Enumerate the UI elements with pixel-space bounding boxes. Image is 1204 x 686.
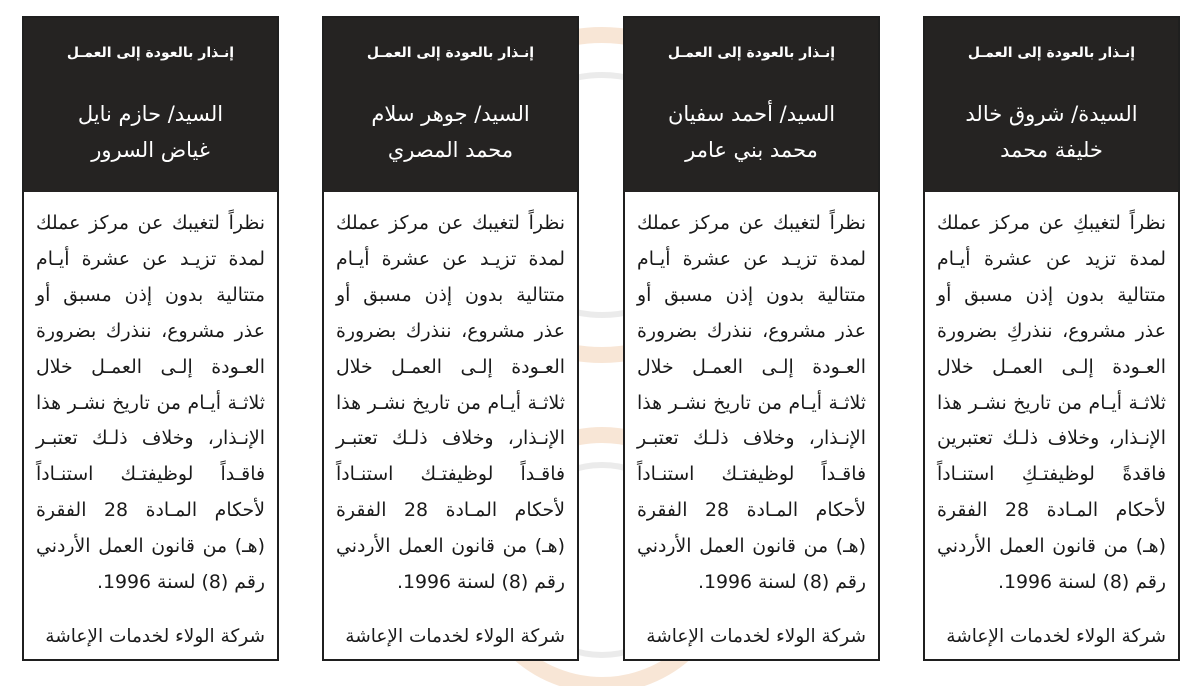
company-name: شركة الولاء لخدمات الإعاشة (646, 626, 866, 647)
notice-card-1 (923, 16, 1180, 661)
notice-title: إنـذار بالعودة إلى العمـل (66, 45, 235, 61)
person-name (24, 96, 277, 168)
person-name-line-2: غياض السرور (91, 138, 210, 162)
person-name (324, 96, 577, 168)
notice-header (625, 18, 878, 192)
notice-body: نظراً لتغيبك عن مركز عملك لمدة تزيـد عن عشرة أيـام متتالية بدون إذن مسبق أو عذر مشروع، ننذرك بضرورة العـودة إلـى العمـل خلال ثلاثـة أيـام من تاريخ نشـر هذا الإنـذار، وخلاف ذلـك تعتبـر فاقـداً لوظيفتـك استنـاداً لأحكام المـادة 28 الفقرة (هـ) من قانون العمل الأردني رقم (8) لسنة 1996. (637, 212, 866, 594)
notice-title: إنـذار بالعودة إلى العمـل (967, 45, 1136, 61)
person-name-line-2: محمد المصري (387, 138, 514, 162)
person-name-line-1: السيد/ حازم نايل (77, 102, 224, 126)
notice-header (324, 18, 577, 192)
company-name: شركة الولاء لخدمات الإعاشة (946, 626, 1166, 647)
company-name: شركة الولاء لخدمات الإعاشة (345, 626, 565, 647)
person-name-line-2: محمد بني عامر (685, 138, 818, 162)
notice-body: نظراً لتغيبكِ عن مركز عملك لمدة تزيد عن عشرة أيـام متتالية بدون إذن مسبق أو عذر مشروع، ننذركِ بضرورة العـودة إلـى العمـل خلال ثلاثـة أيـام من تاريخ نشـر هذا الإنـذار، وخلاف ذلـك تعتبرين فاقدةً لوظيفتـكِ استنـاداً لأحكام المـادة 28 الفقرة (هـ) من قانون العمل الأردني رقم (8) لسنة 1996. (937, 212, 1166, 594)
notice-card-2 (623, 16, 880, 661)
notice-title: إنـذار بالعودة إلى العمـل (667, 45, 836, 61)
person-name (625, 96, 878, 168)
notice-body: نظراً لتغيبك عن مركز عملك لمدة تزيـد عن عشرة أيـام متتالية بدون إذن مسبق أو عذر مشروع، ننذرك بضرورة العـودة إلـى العمـل خلال ثلاثـة أيـام من تاريخ نشـر هذا الإنـذار، وخلاف ذلـك تعتبـر فاقـداً لوظيفتـك استنـاداً لأحكام المـادة 28 الفقرة (هـ) من قانون العمل الأردني رقم (8) لسنة 1996. (36, 212, 265, 594)
notice-header (24, 18, 277, 192)
notice-header (925, 18, 1178, 192)
company-name: شركة الولاء لخدمات الإعاشة (45, 626, 265, 647)
notice-card-3 (322, 16, 579, 661)
person-name (925, 96, 1178, 168)
person-name-line-1: السيد/ جوهر سلام (371, 102, 530, 126)
notice-card-4 (22, 16, 279, 661)
person-name-line-2: خليفة محمد (1000, 138, 1103, 162)
person-name-line-1: السيد/ أحمد سفيان (667, 102, 836, 126)
notice-body: نظراً لتغيبك عن مركز عملك لمدة تزيـد عن عشرة أيـام متتالية بدون إذن مسبق أو عذر مشروع، ننذرك بضرورة العـودة إلـى العمـل خلال ثلاثـة أيـام من تاريخ نشـر هذا الإنـذار، وخلاف ذلـك تعتبـر فاقـداً لوظيفتـك استنـاداً لأحكام المـادة 28 الفقرة (هـ) من قانون العمل الأردني رقم (8) لسنة 1996. (336, 212, 565, 594)
person-name-line-1: السيدة/ شروق خالد (965, 102, 1138, 126)
notice-title: إنـذار بالعودة إلى العمـل (366, 45, 535, 61)
